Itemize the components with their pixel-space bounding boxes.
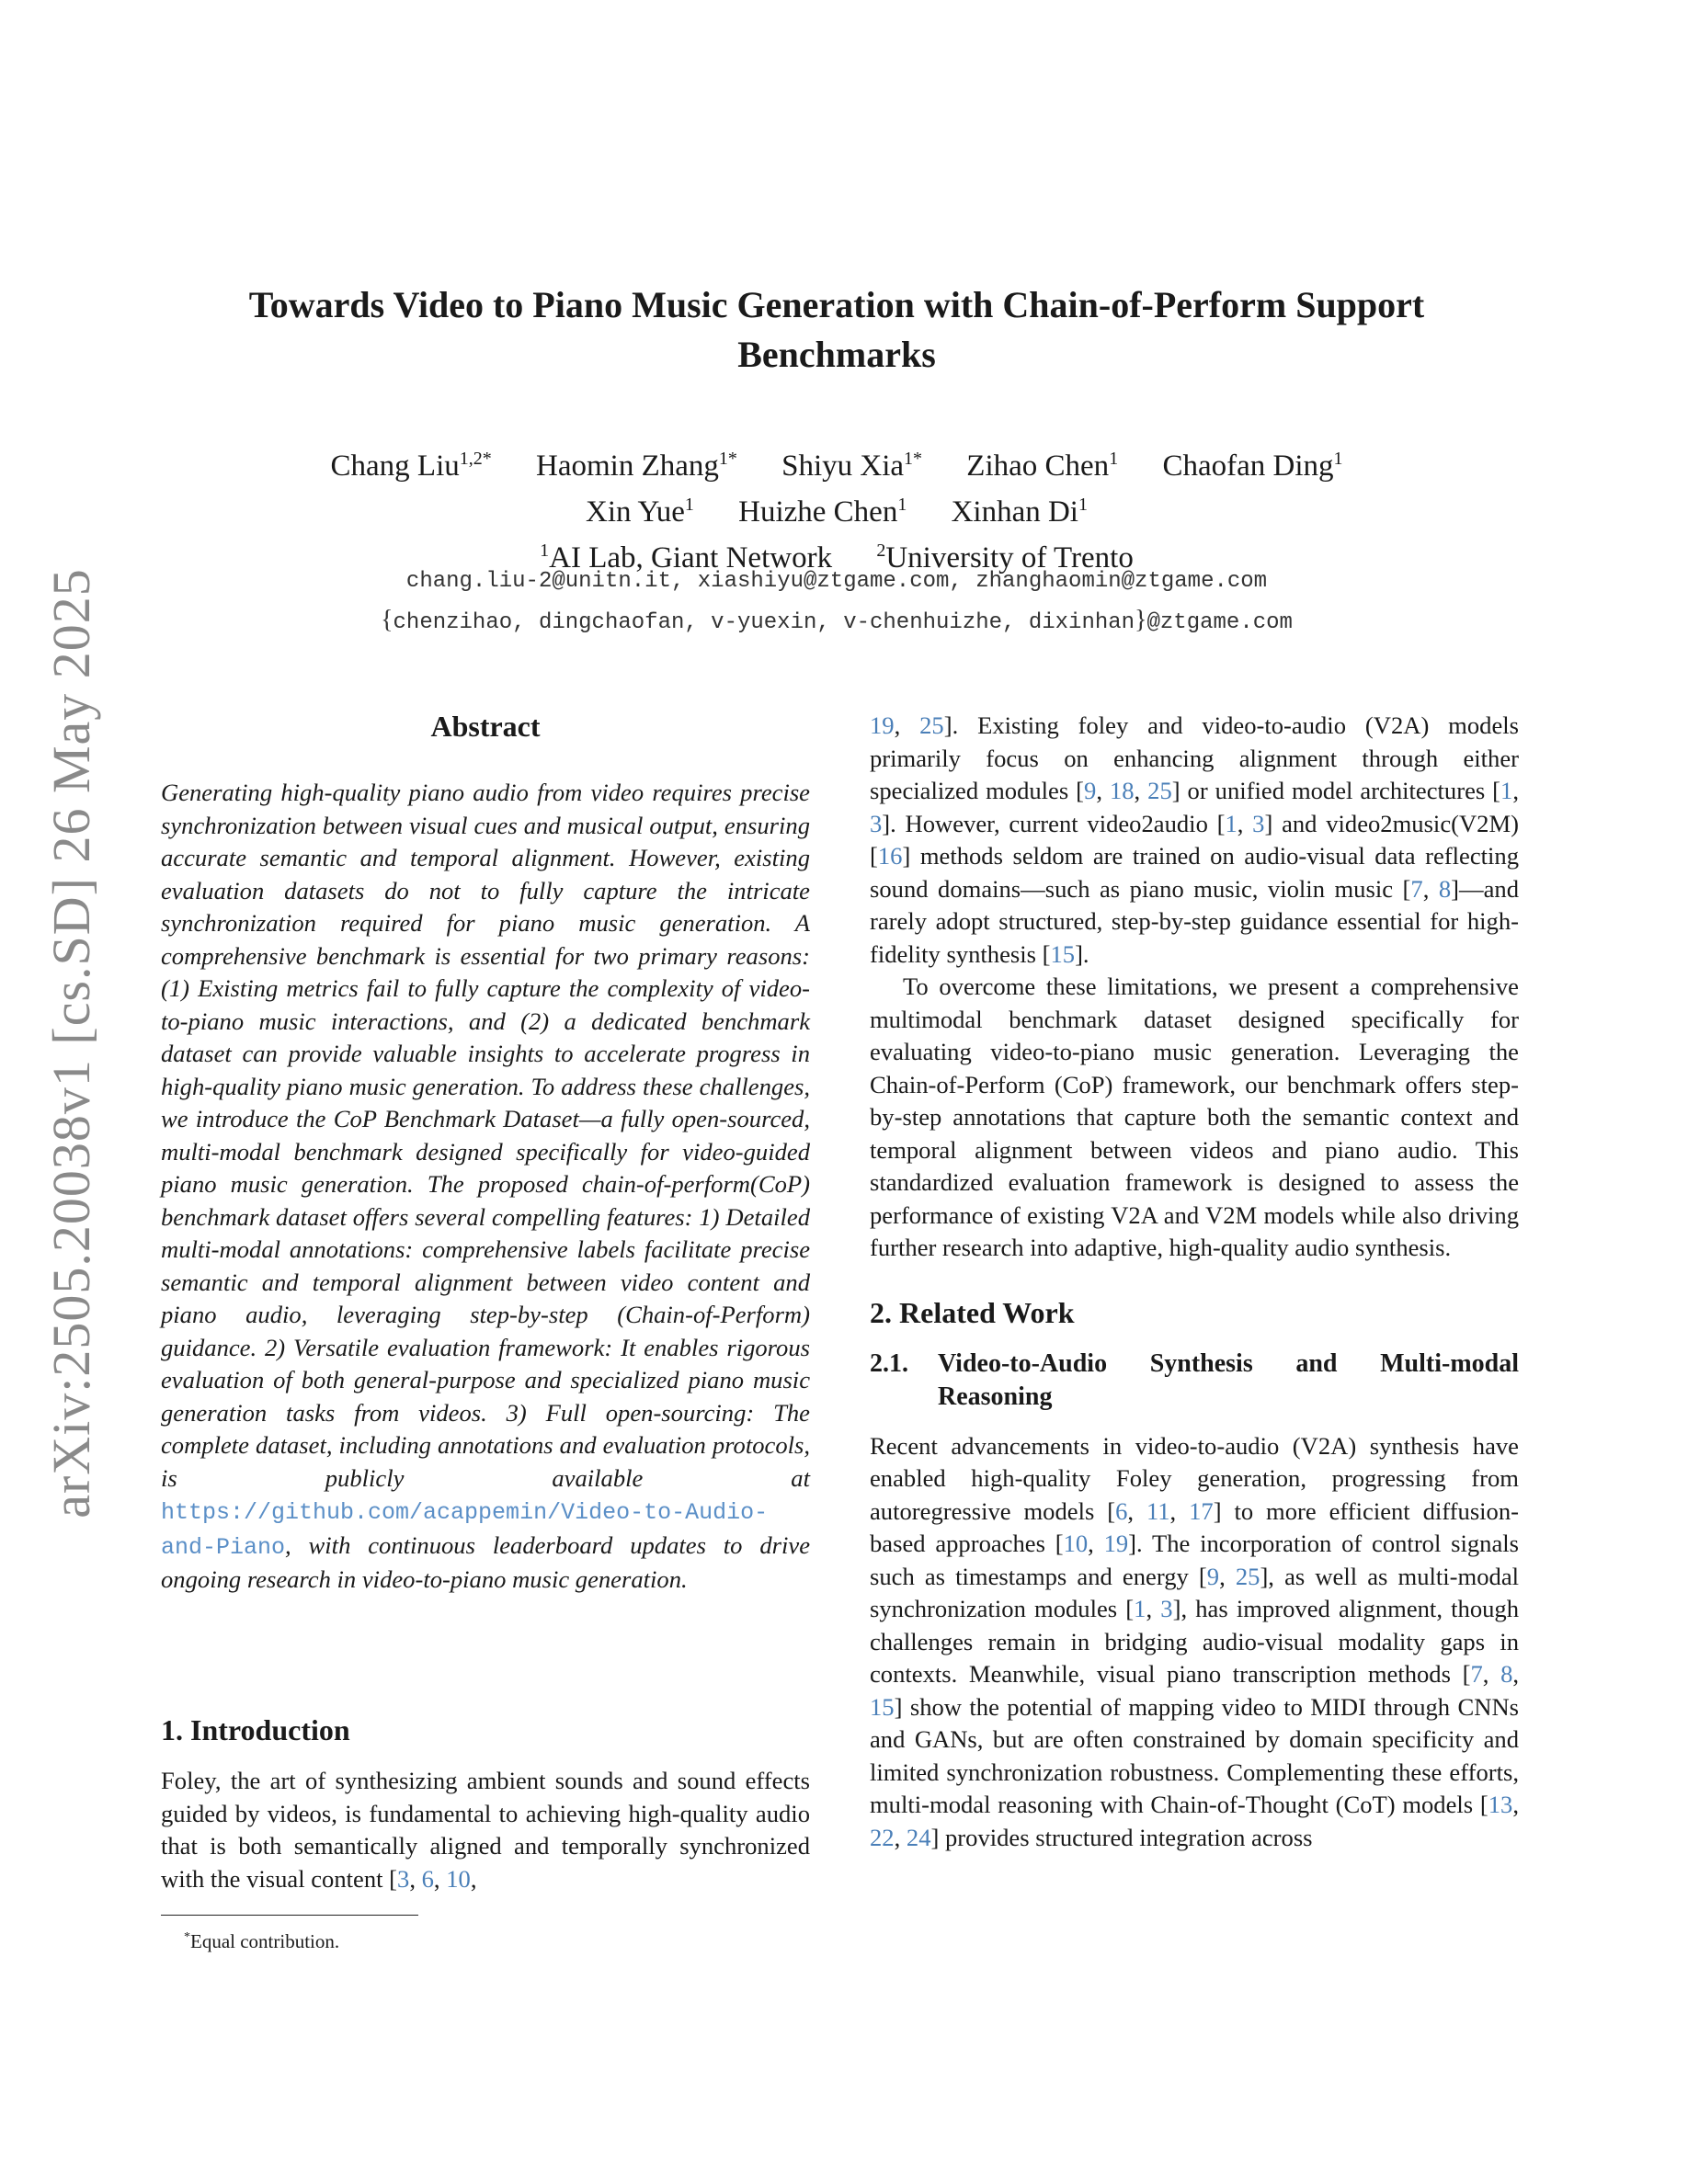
affiliation: $^2$University of Trento <box>876 540 1134 574</box>
citation-link[interactable]: 19 <box>1103 1530 1129 1557</box>
author-block <box>147 439 1526 577</box>
citation-link[interactable]: 15 <box>1050 939 1076 968</box>
citation-link[interactable]: 6 <box>421 1864 434 1893</box>
citation-link[interactable]: 18 <box>1109 777 1135 804</box>
citation-link[interactable]: 10 <box>1063 1530 1089 1557</box>
citation-link[interactable]: 6 <box>1115 1496 1128 1525</box>
author-line-1 <box>147 439 1526 485</box>
citation-link[interactable]: 25 <box>1147 777 1172 804</box>
author: Zihao Chen$^1$ <box>966 449 1119 483</box>
citation-link[interactable]: 22 <box>870 1823 895 1851</box>
abstract-body: Generating high-quality piano audio from video requires precise synchronization between visual cues and musical output, ensuring accurate semantic and temporal alignment. However, existing evaluation datasets do not to fully capture the intricate synchronization required for piano music generation. A comprehensive benchmark is essential for two primary reasons: (1) Existing metrics fail to fully capture the complexity of video-to-piano music interactions, and (2) a dedicated benchmark dataset can provide valuable insights to accelerate progress in high-quality piano music generation. To address these challenges, we introduce the CoP Benchmark Dataset—a fully open-sourced, multi-modal benchmark designed specifically for video-guided piano music generation. The proposed chain-of-perform(CoP) benchmark dataset offers several compelling features: 1) Detailed multi-modal annotations: comprehensive labels facilitate precise semantic and temporal alignment between video content and piano audio, leveraging step-by-step (Chain-of-Perform) guidance. 2) Versatile evaluation framework: It enables rigorous evaluation of both general-purpose and specialized piano music generation tasks from videos. 3) Full open-sourcing: The complete dataset, including annotations and evaluation protocols, is publicly available at https://github.com/acappemin/Video-to-Audio-and-Piano, with continuous leaderboard updates to drive ongoing research in video-to-piano music generation. <box>161 779 810 1593</box>
github-link[interactable]: https://github.com/acappemin/Video-to-Audio-and-Piano <box>161 1499 769 1561</box>
citation-link[interactable]: 7 <box>1470 1660 1483 1688</box>
citation-link[interactable]: 10 <box>446 1864 471 1893</box>
author: Shiyu Xia$^{1*}$ <box>781 449 923 483</box>
citation-link[interactable]: 7 <box>1410 874 1423 903</box>
citation-link[interactable]: 1 <box>1225 809 1237 837</box>
paper-title: Towards Video to Piano Music Generation with Chain-of-Perform Support Benchmarks <box>248 284 1425 375</box>
abstract-heading: Abstract <box>430 710 541 743</box>
author: Xinhan Di$^1$ <box>951 495 1088 529</box>
citation-link[interactable]: 13 <box>1488 1791 1513 1818</box>
email-block <box>147 563 1526 643</box>
author: Chang Liu$^{1,2*}$ <box>330 449 492 483</box>
email-line-1[interactable]: chang.liu-2@unitn.it, xiashiyu@ztgame.com, zhanghaomin@ztgame.com <box>405 569 1268 594</box>
arxiv-identifier: arXiv:2505.20038v1 [cs.SD] 26 May 2025 <box>41 568 101 1519</box>
citation-link[interactable]: 8 <box>1500 1660 1513 1688</box>
citation-link[interactable]: 25 <box>1235 1562 1260 1590</box>
affiliation: $^1$AI Lab, Giant Network <box>540 540 833 574</box>
section-heading-introduction: 1. Introduction <box>161 1713 350 1746</box>
section-heading-related-work: 2. Related Work <box>870 1295 1075 1329</box>
right-column <box>870 710 1519 1854</box>
introduction-section <box>161 1712 810 1895</box>
citation-link[interactable]: 24 <box>906 1823 931 1851</box>
author: Haomin Zhang$^{1*}$ <box>536 449 737 483</box>
citation-link[interactable]: 15 <box>870 1692 895 1721</box>
citation-link[interactable]: 9 <box>1084 777 1097 804</box>
citation-link[interactable]: 1 <box>1500 777 1513 804</box>
citation-link[interactable]: 1 <box>1134 1595 1146 1622</box>
email-line-2[interactable]: {chenzihao, dingchaofan, v-yuexin, v-chenhuizhe, dixinhan}@ztgame.com <box>381 606 1293 635</box>
citation-link[interactable]: 11 <box>1146 1496 1170 1525</box>
author: Xin Yue$^1$ <box>586 495 694 529</box>
citation-link[interactable]: 3 <box>1252 809 1265 837</box>
citation-link[interactable]: 9 <box>1206 1562 1220 1590</box>
footnote: *Equal contribution. <box>184 1930 340 1952</box>
citation-link[interactable]: 19 <box>870 711 895 739</box>
citation-link[interactable]: 3 <box>1160 1595 1173 1622</box>
intro-paragraph-2: To overcome these limitations, we present a comprehensive multimodal benchmark dataset designed specifically for evaluating video-to-piano music generation. Leveraging the Chain-of-Perform (CoP) framework, our benchmark offers step-by-step annotations that capture both the semantic context and temporal alignment between videos and piano audio. This standardized evaluation framework is designed to assess the performance of existing V2A and V2M models while also driving further research into adaptive, high-quality audio synthesis. <box>870 973 1519 1261</box>
related-paragraph: Recent advancements in video-to-audio (V2A) synthesis have enabled high-quality Foley generation, progressing from autoregressive models [6, 11, 17] to more efficient diffusion-based approaches [10, 19]. The incorporation of control signals such as timestamps and energy [9, 25], as well as multi-modal synchronization modules [1, 3], has improved alignment, though challenges remain in bridging audio-visual modality gaps in contexts. Meanwhile, visual piano transcription methods [7, 8, 15] show the potential of mapping video to MIDI through CNNs and GANs, but are often constrained by domain specificity and limited synchronization robustness. Complementing these efforts, multi-modal reasoning with Chain-of-Thought (CoT) models [13, 22, 24] provides structured integration across <box>870 1431 1520 1851</box>
author: Huizhe Chen$^1$ <box>738 495 907 529</box>
intro-paragraph-cont: 19, 25]. Existing foley and video-to-audio (V2A) models primarily focus on enhancing alignment through either specialized modules [9, 18, 25] or unified model architectures [1, 3]. However, current video2audio [1, 3] and video2music(V2M) [16] methods seldom are trained on audio-visual data reflecting sound domains—such as piano music, violin music [7, 8]—and rarely adopt structured, step-by-step guidance essential for high-fidelity synthesis [15]. <box>870 711 1519 968</box>
citation-link[interactable]: 17 <box>1189 1496 1214 1525</box>
citation-link[interactable]: 3 <box>870 809 883 837</box>
citation-link[interactable]: 16 <box>877 842 903 870</box>
citation-link[interactable]: 8 <box>1438 874 1452 903</box>
author: Chaofan Ding$^1$ <box>1162 449 1343 483</box>
citation-link[interactable]: 25 <box>919 711 944 739</box>
footnote-rule <box>161 1915 418 1916</box>
subsection-heading: 2.1. Video-to-Audio Synthesis and Multi-modal Reasoning <box>870 1348 1519 1411</box>
intro-paragraph: Foley, the art of synthesizing ambient sounds and sound effects guided by videos, is fundamental to achieving high-quality audio that is both semantically aligned and temporally synchronized with the visual content [3, 6, 10, <box>161 1767 810 1893</box>
citation-link[interactable]: 3 <box>397 1864 410 1893</box>
author-line-2 <box>147 485 1526 531</box>
